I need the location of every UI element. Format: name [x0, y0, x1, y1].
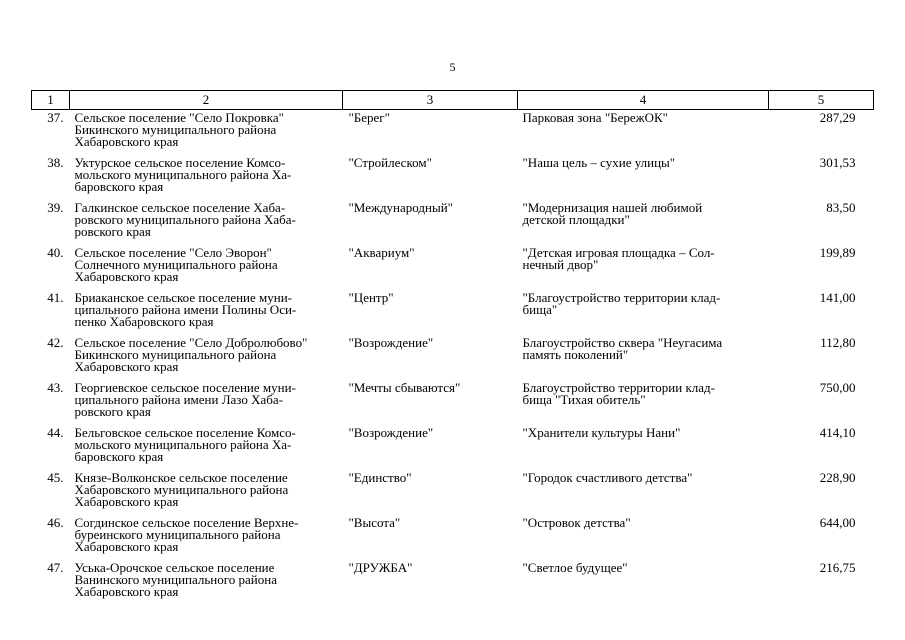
project-name-line: "Наша цель – сухие улицы" — [522, 155, 676, 170]
row-number: 44. — [47, 425, 64, 440]
project-name-line: "Детская игровая площадка – Сол- — [522, 245, 715, 260]
settlement-name — [70, 292, 343, 337]
project-name — [518, 472, 769, 517]
row-number: 38. — [47, 155, 64, 170]
amount: 287,29 — [819, 110, 856, 125]
amount: 141,00 — [819, 290, 856, 305]
settlement-name-line: Сельское поселение "Село Покровка" — [74, 110, 284, 125]
amount: 199,89 — [819, 245, 856, 260]
document-table — [31, 90, 874, 607]
settlement-name-line: Хабаровского края — [74, 134, 179, 149]
settlement-name-line: Сельское поселение "Село Добролюбово" — [74, 335, 308, 350]
settlement-name-line: Солнечного муниципального района — [74, 257, 278, 272]
column-header: 2 — [70, 91, 343, 110]
project-name — [518, 427, 769, 472]
project-name-line: "Благоустройство территории клад- — [522, 290, 721, 305]
row-number: 40. — [47, 245, 64, 260]
initiative-group: "Мечты сбываются" — [348, 380, 461, 395]
table-row — [32, 472, 874, 517]
settlement-name-line: баровского края — [74, 179, 164, 194]
settlement-name — [70, 472, 343, 517]
settlement-name-line: Уська-Орочское сельское поселение — [74, 560, 275, 575]
table-row — [32, 382, 874, 427]
settlement-name-line: Бикинского муниципального района — [74, 347, 277, 362]
project-name — [518, 110, 769, 158]
project-name-line: бища "Тихая обитель" — [522, 392, 646, 407]
settlement-name — [70, 157, 343, 202]
project-name-line: "Островок детства" — [522, 515, 631, 530]
initiative-group: "Единство" — [348, 470, 412, 485]
initiative-group: "Стройлеском" — [348, 155, 432, 170]
settlement-name — [70, 247, 343, 292]
table-row — [32, 247, 874, 292]
settlement-name — [70, 110, 343, 158]
document-table-container — [31, 90, 873, 607]
project-name-line: Парковая зона "БережОК" — [522, 110, 668, 125]
settlement-name-line: Сельское поселение "Село Эворон" — [74, 245, 272, 260]
row-number: 41. — [47, 290, 64, 305]
settlement-name-line: мольского муниципального района Ха- — [74, 437, 292, 452]
initiative-group: "Центр" — [348, 290, 394, 305]
row-number: 37. — [47, 110, 64, 125]
initiative-group: "Высота" — [348, 515, 401, 530]
settlement-name-line: Галкинское сельское поселение Хаба- — [74, 200, 286, 215]
initiative-group: "ДРУЖБА" — [348, 560, 413, 575]
initiative-group: "Возрождение" — [348, 425, 434, 440]
column-header: 1 — [32, 91, 70, 110]
project-name-line: память поколений" — [522, 347, 629, 362]
settlement-name-line: пенко Хабаровского края — [74, 314, 214, 329]
row-number: 47. — [47, 560, 64, 575]
table-row — [32, 562, 874, 607]
settlement-name-line: ровского края — [74, 224, 151, 239]
settlement-name-line: Согдинское сельское поселение Верхне- — [74, 515, 299, 530]
settlement-name — [70, 517, 343, 562]
column-header: 3 — [343, 91, 518, 110]
project-name — [518, 292, 769, 337]
project-name-line: Благоустройство сквера "Неугасима — [522, 335, 723, 350]
row-number: 45. — [47, 470, 64, 485]
table-row — [32, 292, 874, 337]
settlement-name — [70, 427, 343, 472]
settlement-name-line: мольского муниципального района Ха- — [74, 167, 292, 182]
initiative-group: "Берег" — [348, 110, 390, 125]
settlement-name-line: Хабаровского края — [74, 494, 179, 509]
page-number: 5 — [449, 60, 456, 74]
project-name — [518, 517, 769, 562]
column-header: 4 — [518, 91, 769, 110]
amount: 228,90 — [819, 470, 856, 485]
settlement-name-line: Хабаровского края — [74, 269, 179, 284]
settlement-name-line: ципального района имени Полины Оси- — [74, 302, 297, 317]
project-name-line: нечный двор" — [522, 257, 599, 272]
column-header: 5 — [769, 91, 874, 110]
settlement-name-line: баровского края — [74, 449, 164, 464]
settlement-name-line: ровского края — [74, 404, 151, 419]
amount: 112,80 — [820, 335, 856, 350]
project-name-line: детской площадки" — [522, 212, 630, 227]
amount: 216,75 — [819, 560, 856, 575]
settlement-name-line: Георгиевское сельское поселение муни- — [74, 380, 296, 395]
initiative-group: "Международный" — [348, 200, 453, 215]
table-row — [32, 517, 874, 562]
settlement-name — [70, 202, 343, 247]
table-row — [32, 110, 874, 158]
table-row — [32, 427, 874, 472]
settlement-name-line: Бикинского муниципального района — [74, 122, 277, 137]
amount: 414,10 — [819, 425, 856, 440]
table-body — [32, 110, 874, 608]
project-name-line: "Модернизация нашей любимой — [522, 200, 703, 215]
settlement-name-line: Уктурское сельское поселение Комсо- — [74, 155, 286, 170]
table-row — [32, 202, 874, 247]
settlement-name-line: ровского муниципального района Хаба- — [74, 212, 296, 227]
amount: 83,50 — [826, 200, 856, 215]
amount: 301,53 — [819, 155, 856, 170]
project-name — [518, 247, 769, 292]
project-name-line: "Городок счастливого детства" — [522, 470, 693, 485]
initiative-group: "Аквариум" — [348, 245, 415, 260]
settlement-name-line: Хабаровского края — [74, 359, 179, 374]
row-number: 42. — [47, 335, 64, 350]
settlement-name-line: буреинского муниципального района — [74, 527, 281, 542]
settlement-name-line: Ванинского муниципального района — [74, 572, 277, 587]
settlement-name-line: Хабаровского муниципального района — [74, 482, 289, 497]
project-name-line: "Хранители культуры Нани" — [522, 425, 681, 440]
project-name — [518, 382, 769, 427]
project-name — [518, 202, 769, 247]
amount: 750,00 — [819, 380, 856, 395]
table-header-row — [32, 91, 874, 110]
row-number: 39. — [47, 200, 64, 215]
initiative-group: "Возрождение" — [348, 335, 434, 350]
project-name — [518, 562, 769, 607]
settlement-name — [70, 382, 343, 427]
project-name-line: "Светлое будущее" — [522, 560, 628, 575]
settlement-name-line: Хабаровского края — [74, 584, 179, 599]
settlement-name-line: Бельговское сельское поселение Комсо- — [74, 425, 296, 440]
amount: 644,00 — [819, 515, 856, 530]
project-name — [518, 337, 769, 382]
row-number: 43. — [47, 380, 64, 395]
settlement-name-line: Бриаканское сельское поселение муни- — [74, 290, 293, 305]
settlement-name-line: Князе-Волконское сельское поселение — [74, 470, 288, 485]
project-name-line: Благоустройство территории клад- — [522, 380, 715, 395]
table-row — [32, 157, 874, 202]
settlement-name — [70, 562, 343, 607]
project-name — [518, 157, 769, 202]
settlement-name-line: Хабаровского края — [74, 539, 179, 554]
row-number: 46. — [47, 515, 64, 530]
project-name-line: бища" — [522, 302, 558, 317]
settlement-name-line: ципального района имени Лазо Хаба- — [74, 392, 283, 407]
table-row — [32, 337, 874, 382]
settlement-name — [70, 337, 343, 382]
